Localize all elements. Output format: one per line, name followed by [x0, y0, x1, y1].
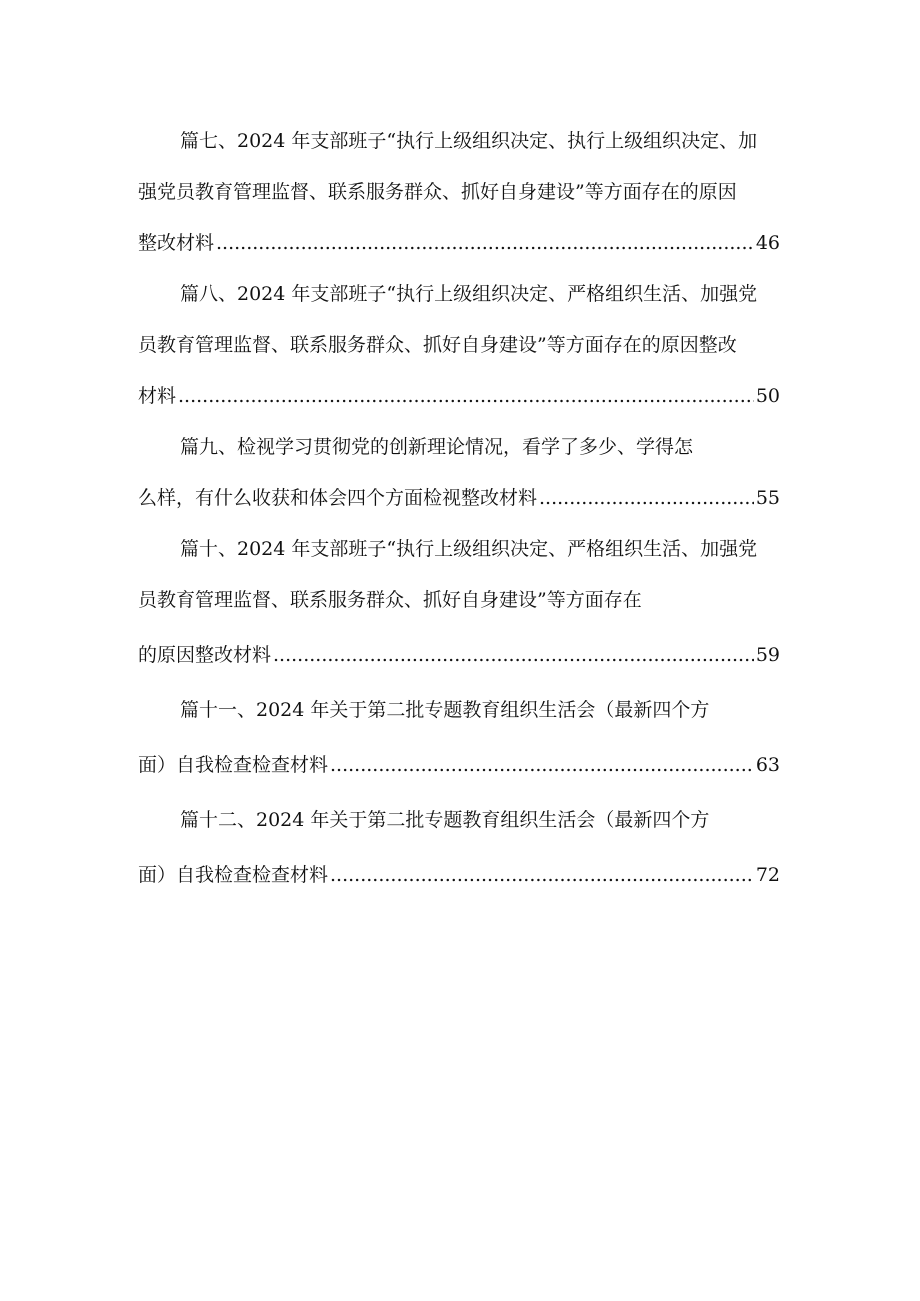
toc-page-number: 46: [755, 232, 780, 254]
toc-entry[interactable]: [138, 128, 780, 257]
toc-entry-leader-line: [138, 485, 780, 512]
dot-leader: [539, 485, 754, 512]
toc-entry-title-end: 整改材料: [138, 232, 215, 254]
toc-page-number: 63: [755, 754, 780, 776]
table-of-contents: [138, 128, 780, 901]
toc-entry-title-line: 篇七、2024 年支部班子“执行上级组织决定、执行上级组织决定、加: [180, 130, 758, 152]
toc-page-number: 72: [755, 864, 780, 886]
toc-page-number: 55: [755, 487, 780, 509]
toc-entry-title-line: 篇八、2024 年支部班子“执行上级组织决定、严格组织生活、加强党: [180, 283, 758, 305]
toc-entry-leader-line: [138, 230, 780, 257]
toc-entry-title-end: 材料: [138, 385, 177, 407]
dot-leader: [330, 862, 754, 889]
toc-entry-title-line: 篇十二、2024 年关于第二批专题教育组织生活会（最新四个方: [180, 809, 710, 831]
toc-entry[interactable]: [138, 807, 780, 889]
toc-entry-title-line: 强党员教育管理监督、联系服务群众、抓好自身建设”等方面存在的原因: [138, 181, 737, 203]
toc-entry-title-line: 篇十、2024 年支部班子“执行上级组织决定、严格组织生活、加强党: [180, 538, 758, 560]
toc-entry[interactable]: [138, 434, 780, 512]
toc-page-number: 50: [755, 385, 780, 407]
toc-entry-title-line: 员教育管理监督、联系服务群众、抓好自身建设”等方面存在: [138, 589, 642, 611]
toc-entry-title-end: 么样，有什么收获和体会四个方面检视整改材料: [138, 487, 538, 509]
toc-entry-leader-line: [138, 383, 780, 410]
dot-leader: [178, 383, 754, 410]
toc-entry-title-line: 篇十一、2024 年关于第二批专题教育组织生活会（最新四个方: [180, 699, 710, 721]
dot-leader: [330, 752, 754, 779]
toc-page-number: 59: [755, 644, 780, 666]
toc-entry-leader-line: [138, 752, 780, 779]
toc-entry-title-end: 面）自我检查检查材料: [138, 754, 329, 776]
toc-entry-title-line: 篇九、检视学习贯彻党的创新理论情况，看学了多少、学得怎: [180, 436, 694, 458]
dot-leader: [216, 230, 754, 257]
toc-entry-leader-line: [138, 862, 780, 889]
toc-entry-title-end: 的原因整改材料: [138, 644, 272, 666]
toc-entry-leader-line: [138, 642, 780, 669]
toc-entry-title-end: 面）自我检查检查材料: [138, 864, 329, 886]
toc-entry[interactable]: [138, 697, 780, 779]
dot-leader: [273, 642, 754, 669]
toc-entry[interactable]: [138, 281, 780, 410]
toc-entry-title-line: 员教育管理监督、联系服务群众、抓好自身建设”等方面存在的原因整改: [138, 334, 737, 356]
toc-entry[interactable]: [138, 536, 780, 669]
